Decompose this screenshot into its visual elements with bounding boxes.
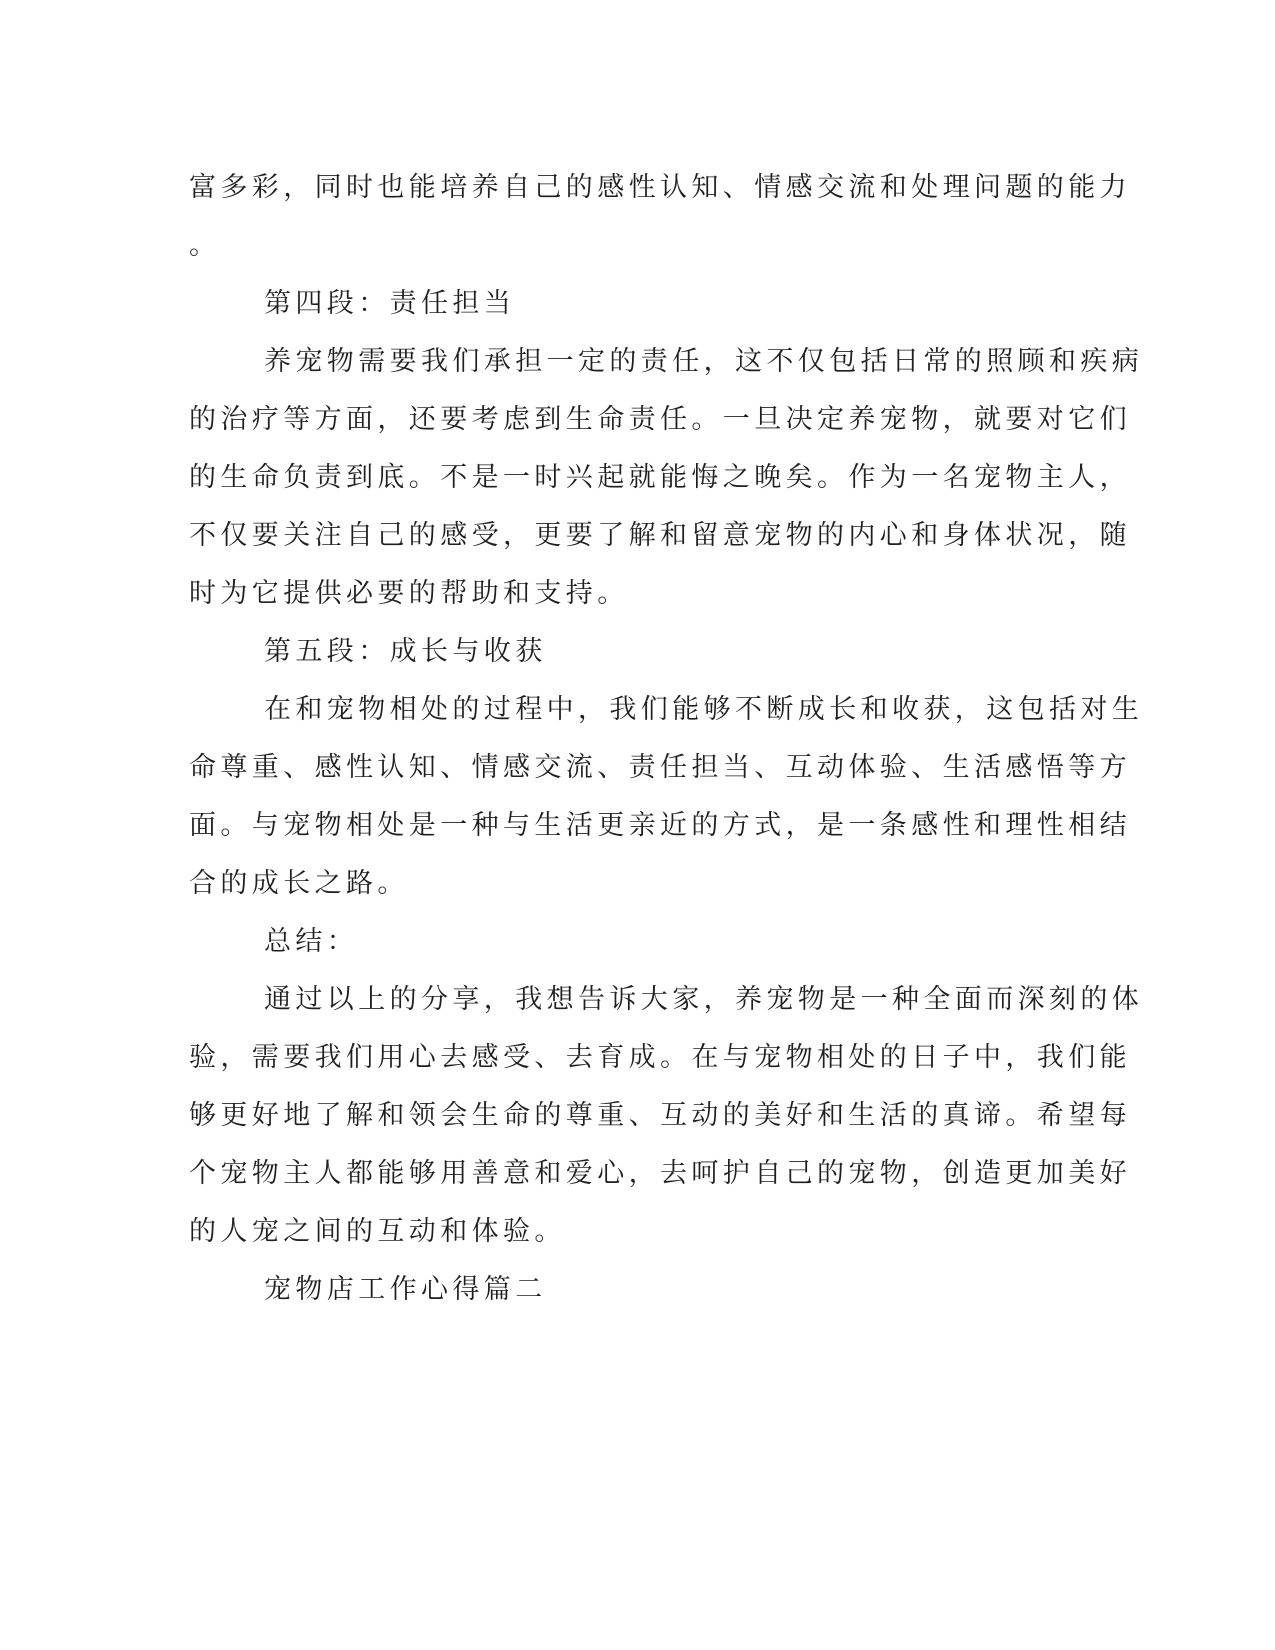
paragraph-line: 的生命负责到底。不是一时兴起就能悔之晚矣。作为一名宠物主人， bbox=[189, 462, 1131, 493]
paragraph-line: 时为它提供必要的帮助和支持。 bbox=[189, 578, 629, 609]
section-heading-5: 第五段：成长与收获 bbox=[264, 636, 547, 667]
paragraph-line: 富多彩，同时也能培养自己的感性认知、情感交流和处理问题的能力 bbox=[189, 172, 1131, 203]
section-heading-4: 第四段：责任担当 bbox=[264, 288, 516, 319]
paragraph-line: 够更好地了解和领会生命的尊重、互动的美好和生活的真谛。希望每 bbox=[189, 1100, 1131, 1131]
paragraph-line: 的治疗等方面，还要考虑到生命责任。一旦决定养宠物，就要对它们 bbox=[189, 404, 1131, 435]
paragraph-line: 合的成长之路。 bbox=[189, 868, 409, 899]
paragraph-line: 在和宠物相处的过程中，我们能够不断成长和收获，这包括对生 bbox=[264, 694, 1144, 725]
paragraph-line: 面。与宠物相处是一种与生活更亲近的方式，是一条感性和理性相结 bbox=[189, 810, 1131, 841]
paragraph-line: 命尊重、感性认知、情感交流、责任担当、互动体验、生活感悟等方 bbox=[189, 752, 1131, 783]
summary-heading: 总结： bbox=[264, 926, 359, 957]
paragraph-line: 通过以上的分享，我想告诉大家，养宠物是一种全面而深刻的体 bbox=[264, 984, 1144, 1015]
paragraph-line: 不仅要关注自己的感受，更要了解和留意宠物的内心和身体状况，随 bbox=[189, 520, 1131, 551]
paragraph-line: 个宠物主人都能够用善意和爱心，去呵护自己的宠物，创造更加美好 bbox=[189, 1158, 1131, 1189]
paragraph-line: 。 bbox=[189, 230, 221, 261]
paragraph-line: 养宠物需要我们承担一定的责任，这不仅包括日常的照顾和疾病 bbox=[264, 346, 1144, 377]
paragraph-line: 的人宠之间的互动和体验。 bbox=[189, 1216, 566, 1247]
article-title-part-two: 宠物店工作心得篇二 bbox=[264, 1274, 547, 1305]
paragraph-line: 验，需要我们用心去感受、去育成。在与宠物相处的日子中，我们能 bbox=[189, 1042, 1131, 1073]
